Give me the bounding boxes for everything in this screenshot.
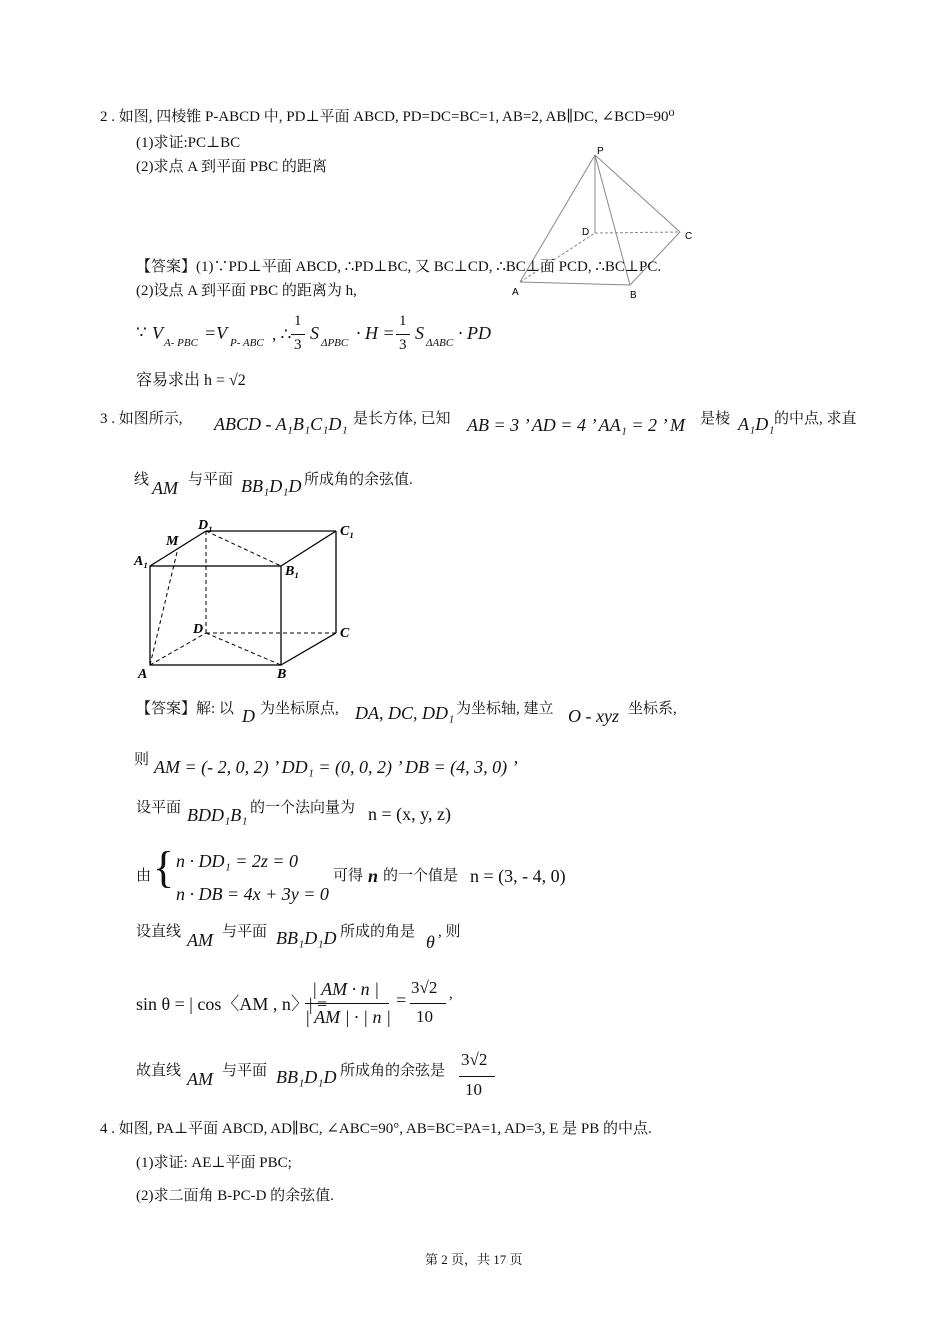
q3-angle-c: 与平面 [222, 924, 268, 940]
label-c1: C₁ [340, 524, 355, 539]
q3-ans-g: 坐标系, [628, 701, 677, 717]
q3-line2-c: 与平面 [188, 472, 234, 488]
q3-sys-eq2: n · DB = 4x + 3y = 0 [176, 884, 329, 904]
q3-norm-a: 设平面 [136, 800, 182, 816]
q3-angle-g: , 则 [438, 924, 461, 940]
label-a1: A₁ [134, 554, 149, 569]
q3-concl-a: 故直线 [136, 1063, 182, 1079]
q3-norm-c: 的一个法向量为 [250, 800, 356, 816]
q3-line2-e: 所成角的余弦值. [304, 472, 413, 488]
q3-sin-bar [305, 1003, 389, 1004]
q4-stem: 4 . 如图, PA⊥平面 ABCD, AD∥BC, ∠ABC=90°, AB=BC=PA=1, AD=3, E 是 PB 的中点. [100, 1121, 652, 1137]
q3-sin-res-bar [410, 1003, 446, 1004]
q3-concl-plane: BB₁D₁D [276, 1067, 337, 1087]
q3-line2-a: 线 [134, 472, 150, 488]
q3-angle-a: 设直线 [136, 924, 182, 940]
label-p: P [597, 146, 604, 157]
label-c: C [685, 231, 693, 242]
q3-sin-res-num: 3√2 [411, 978, 438, 997]
label-m: M [166, 534, 179, 549]
label-d: D [582, 227, 590, 238]
q3-sys-eq1: n · DD₁ = 2z = 0 [176, 851, 299, 871]
label-b: B [630, 290, 637, 301]
q3-line2-am: AM [152, 478, 178, 498]
q3-sys-n: n [368, 866, 379, 886]
q3-ans-c: 为坐标原点, [260, 701, 339, 717]
q3-concl-e: 所成角的余弦是 [340, 1063, 446, 1079]
q3-text-f: 的中点, 求直 [774, 411, 857, 427]
q3-vectors: AM = (- 2, 0, 2) ’ DD₁ = (0, 0, 2) ’ DB = (4, 3, 0) ’ [154, 757, 518, 777]
q2-part2: (2)求点 A 到平面 PBC 的距离 [136, 159, 327, 175]
q3-sin-num: | AM · n | [312, 979, 380, 999]
q3-sin-res-den: 10 [416, 1007, 433, 1026]
label-d1: D₁ [198, 518, 213, 533]
q3-angle-am: AM [187, 930, 213, 950]
q3-ans-system: O - xyz [568, 706, 619, 726]
q3-ans-axes: DA, DC, DD₁ [355, 703, 455, 723]
q2-result: 容易求出 h = √2 [136, 372, 246, 389]
pyramid-figure [500, 145, 710, 305]
q2-part1: (1)求证:PC⊥BC [136, 135, 241, 151]
label-d: D [193, 622, 204, 637]
q3-concl-am: AM [187, 1069, 213, 1089]
page-footer: 第 2 页，共 17 页 [425, 1252, 523, 1267]
q3-ans-e: 为坐标轴, 建立 [456, 701, 554, 717]
label-b1: B₁ [285, 564, 300, 579]
q3-ans-a: 【答案】解: 以 [136, 701, 234, 717]
q4-part1: (1)求证: AE⊥平面 PBC; [136, 1155, 292, 1171]
q3-solid: ABCD - A₁B₁C₁D₁ [214, 414, 348, 434]
q3-line2-plane: BB₁D₁D [241, 476, 302, 496]
q2-formula: ∵ V A- PBC =V P- ABC , ∴ 1 3 S ΔPBC · H = 1 3 S ΔABC · PD [136, 313, 491, 353]
label-b: B [277, 667, 287, 682]
q3-sys-d: 的一个值是 [383, 868, 459, 884]
q3-norm-vec: n = (x, y, z) [368, 804, 451, 824]
q3-concl-c: 与平面 [222, 1063, 268, 1079]
q2-answer2: (2)设点 A 到平面 PBC 的距离为 h, [136, 283, 357, 299]
q3-concl-num: 3√2 [461, 1050, 488, 1069]
q3-sys-a: 由 [136, 868, 152, 884]
q3-sin-eq: = [395, 990, 408, 1010]
q3-sin-lhs: sin θ = | cos〈AM , n〉| = [136, 994, 328, 1014]
q3-prefix: 3 . 如图所示, [100, 411, 183, 427]
label-a: A [512, 287, 519, 298]
q3-ans-d: D [242, 706, 255, 726]
q3-sys-brace: { [153, 843, 175, 892]
q3-sys-b: 可得 [333, 868, 364, 884]
q3-norm-plane: BDD₁B₁ [187, 805, 248, 825]
q3-sin-den: | AM | · | n | [305, 1007, 391, 1027]
label-a: A [138, 667, 148, 682]
q3-angle-plane: BB₁D₁D [276, 928, 337, 948]
cuboid-figure [130, 515, 370, 685]
q3-vec-a: 则 [134, 752, 150, 768]
label-c: C [340, 626, 350, 641]
q2-answer1: 【答案】(1)∵PD⊥平面 ABCD, ∴PD⊥BC, 又 BC⊥CD, ∴BC⊥面 PCD, ∴BC⊥PC. [136, 259, 662, 275]
q3-sys-e: n = (3, - 4, 0) [470, 866, 566, 886]
q3-angle-theta: θ [426, 932, 435, 952]
q3-edge: A₁D₁ [738, 414, 775, 434]
q4-part2: (2)求二面角 B-PC-D 的余弦值. [136, 1188, 334, 1204]
q3-given: AB = 3 ’ AD = 4 ’ AA₁ = 2 ’ M [467, 415, 686, 435]
q3-concl-bar [459, 1076, 495, 1077]
q3-text-d: 是棱 [700, 411, 731, 427]
q3-concl-den: 10 [465, 1080, 482, 1099]
q3-angle-e: 所成的角是 [340, 924, 416, 940]
q3-text-b: 是长方体, 已知 [353, 411, 451, 427]
q2-stem: 2 . 如图, 四棱锥 P-ABCD 中, PD⊥平面 ABCD, PD=DC=BC=1, AB=2, AB∥DC, ∠BCD=90⁰ [100, 109, 675, 125]
